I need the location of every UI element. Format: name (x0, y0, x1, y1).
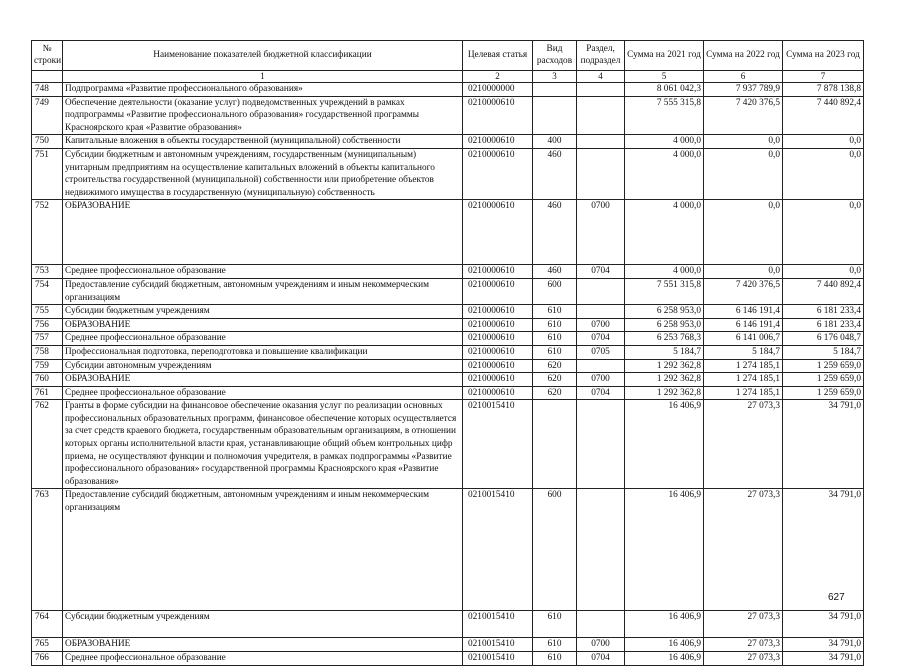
indicator-name: Гранты в форме субсидии на финансовое обеспечение оказания услуг по реализации основных профессиональных образовательных программ, финансовое обеспечение которых осуществляется за счет средств краевого бюджета, государственным образовательным организациям, в отношении которых органы исполнительной власти края, устанавливающие общий объем контрольных цифр приема, не осуществляют функции и полномочия учредителя, в рамках подпрограммы «Развитие профессионального образования» государственной программы Красноярского края «Развитие образования» (63, 400, 463, 489)
section-code: 0700 (577, 373, 625, 387)
expense-type: 460 (533, 200, 577, 265)
target-article: 0210015410 (463, 652, 533, 666)
expense-type: 400 (533, 135, 577, 149)
expense-type: 610 (533, 638, 577, 652)
table-row (32, 148, 864, 199)
header-indicator-name: Наименование показателей бюджетной классификации (63, 41, 463, 71)
sum-2023: 7 440 892,4 (783, 96, 864, 135)
target-article: 0210000610 (463, 345, 533, 359)
sum-2023: 5 184,7 (783, 345, 864, 359)
section-code (577, 278, 625, 304)
sum-2023: 6 181 233,4 (783, 305, 864, 319)
indicator-name: Среднее профессиональное образование (63, 386, 463, 400)
target-article: 0210000610 (463, 148, 533, 199)
sum-2022: 27 073,3 (704, 400, 783, 489)
target-article: 0210000610 (463, 386, 533, 400)
column-number: 2 (463, 71, 533, 83)
expense-type: 610 (533, 318, 577, 332)
sum-2022: 1 274 185,1 (704, 359, 783, 373)
sum-2023: 0,0 (783, 265, 864, 279)
expense-type (533, 83, 577, 97)
row-number: 749 (32, 96, 63, 135)
row-number: 761 (32, 386, 63, 400)
target-article: 0210015410 (463, 400, 533, 489)
sum-2023: 7 440 892,4 (783, 278, 864, 304)
sum-2021: 1 292 362,8 (625, 386, 704, 400)
row-number: 755 (32, 305, 63, 319)
target-article: 0210000610 (463, 135, 533, 149)
row-number: 748 (32, 83, 63, 97)
row-number: 752 (32, 200, 63, 265)
sum-2022: 0,0 (704, 135, 783, 149)
target-article: 0210015410 (463, 611, 533, 638)
target-article: 0210000610 (463, 278, 533, 304)
row-number: 758 (32, 345, 63, 359)
sum-2021: 4 000,0 (625, 200, 704, 265)
sum-2021: 4 000,0 (625, 135, 704, 149)
column-number-row (32, 71, 864, 83)
sum-2023: 1 259 659,0 (783, 386, 864, 400)
header-sum-2023: Сумма на 2023 год (783, 41, 864, 71)
indicator-name: ОБРАЗОВАНИЕ (63, 200, 463, 265)
expense-type: 610 (533, 611, 577, 638)
indicator-name: Подпрограмма «Развитие профессионального образования» (63, 83, 463, 97)
indicator-name: Субсидии бюджетным и автономным учреждениям, государственным (муниципальным) унитарным предприятиям на осуществление капитальных вложений в объекты капитального строительства государственной (муниципальной) собственности или приобретение объектов недвижимого имущества в государственную (муниципальную) собственность (63, 148, 463, 199)
column-number: 4 (577, 71, 625, 83)
row-number: 757 (32, 332, 63, 346)
sum-2022: 0,0 (704, 148, 783, 199)
row-number: 766 (32, 652, 63, 666)
section-code: 0704 (577, 652, 625, 666)
sum-2023: 0,0 (783, 135, 864, 149)
sum-2021: 16 406,9 (625, 652, 704, 666)
sum-2021: 4 000,0 (625, 265, 704, 279)
section-code: 0700 (577, 200, 625, 265)
section-code (577, 400, 625, 489)
sum-2022: 6 141 006,7 (704, 332, 783, 346)
table-row (32, 386, 864, 400)
section-code (577, 489, 625, 611)
table-row (32, 359, 864, 373)
indicator-name: Среднее профессиональное образование (63, 265, 463, 279)
sum-2022: 0,0 (704, 265, 783, 279)
expense-type: 620 (533, 386, 577, 400)
section-code (577, 96, 625, 135)
indicator-name: ОБРАЗОВАНИЕ (63, 318, 463, 332)
expense-type (533, 96, 577, 135)
sum-2023: 1 259 659,0 (783, 359, 864, 373)
indicator-name: Субсидии автономным учреждениям (63, 359, 463, 373)
section-code (577, 359, 625, 373)
header-section: Раздел, подраздел (577, 41, 625, 71)
header-sum-2022: Сумма на 2022 год (704, 41, 783, 71)
column-number: 6 (704, 71, 783, 83)
column-number: 7 (783, 71, 864, 83)
expense-type: 620 (533, 359, 577, 373)
target-article: 0210000610 (463, 318, 533, 332)
sum-2022: 0,0 (704, 200, 783, 265)
sum-2021: 7 551 315,8 (625, 278, 704, 304)
expense-type: 620 (533, 373, 577, 387)
target-article: 0210000610 (463, 200, 533, 265)
table-row (32, 265, 864, 279)
indicator-name: Профессиональная подготовка, переподготовка и повышение квалификации (63, 345, 463, 359)
expense-type: 610 (533, 305, 577, 319)
section-code (577, 148, 625, 199)
section-code: 0700 (577, 638, 625, 652)
expense-type (533, 400, 577, 489)
row-number: 762 (32, 400, 63, 489)
section-code (577, 83, 625, 97)
table-row (32, 278, 864, 304)
table-row (32, 345, 864, 359)
sum-2021: 4 000,0 (625, 148, 704, 199)
table-row (32, 373, 864, 387)
header-row-number: № строки (32, 41, 63, 71)
section-code: 0704 (577, 386, 625, 400)
sum-2022: 1 274 185,1 (704, 386, 783, 400)
section-code: 0704 (577, 265, 625, 279)
row-number: 756 (32, 318, 63, 332)
header-sum-2021: Сумма на 2021 год (625, 41, 704, 71)
row-number: 765 (32, 638, 63, 652)
table-row (32, 638, 864, 652)
target-article: 0210000610 (463, 265, 533, 279)
sum-2022: 7 420 376,5 (704, 278, 783, 304)
indicator-name: Предоставление субсидий бюджетным, автономным учреждениям и иным некоммерческим организациям (63, 278, 463, 304)
sum-2022: 27 073,3 (704, 638, 783, 652)
indicator-name: Капитальные вложения в объекты государственной (муниципальной) собственности (63, 135, 463, 149)
sum-2023: 6 181 233,4 (783, 318, 864, 332)
table-row (32, 318, 864, 332)
sum-2023: 34 791,0 (783, 638, 864, 652)
sum-2022: 27 073,3 (704, 489, 783, 611)
sum-2021: 1 292 362,8 (625, 359, 704, 373)
row-number: 750 (32, 135, 63, 149)
target-article: 0210000610 (463, 305, 533, 319)
sum-2022: 27 073,3 (704, 652, 783, 666)
target-article: 0210000610 (463, 359, 533, 373)
sum-2023: 34 791,0 (783, 400, 864, 489)
table-row (32, 400, 864, 489)
column-number (32, 71, 63, 83)
sum-2021: 5 184,7 (625, 345, 704, 359)
sum-2021: 16 406,9 (625, 400, 704, 489)
target-article: 0210000610 (463, 373, 533, 387)
table-row (32, 305, 864, 319)
table-row (32, 652, 864, 666)
budget-table (31, 40, 864, 666)
sum-2023: 0,0 (783, 148, 864, 199)
sum-2023: 34 791,0 (783, 652, 864, 666)
row-number: 754 (32, 278, 63, 304)
header-row (32, 41, 864, 71)
column-number: 1 (63, 71, 463, 83)
indicator-name: Субсидии бюджетным учреждениям (63, 305, 463, 319)
sum-2022: 6 146 191,4 (704, 318, 783, 332)
table-row (32, 611, 864, 638)
expense-type: 610 (533, 332, 577, 346)
sum-2021: 16 406,9 (625, 611, 704, 638)
row-number: 753 (32, 265, 63, 279)
target-article: 0210015410 (463, 638, 533, 652)
sum-2021: 16 406,9 (625, 638, 704, 652)
target-article: 0210015410 (463, 489, 533, 611)
expense-type: 610 (533, 652, 577, 666)
section-code (577, 135, 625, 149)
section-code: 0705 (577, 345, 625, 359)
column-number: 5 (625, 71, 704, 83)
row-number: 759 (32, 359, 63, 373)
sum-2022: 5 184,7 (704, 345, 783, 359)
table-row (32, 489, 864, 611)
indicator-name: Субсидии бюджетным учреждениям (63, 611, 463, 638)
target-article: 0210000610 (463, 96, 533, 135)
sum-2023: 7 878 138,8 (783, 83, 864, 97)
expense-type: 460 (533, 148, 577, 199)
sum-2023: 6 176 048,7 (783, 332, 864, 346)
sum-2021: 6 258 953,0 (625, 318, 704, 332)
row-number: 763 (32, 489, 63, 611)
sum-2022: 27 073,3 (704, 611, 783, 638)
section-code: 0704 (577, 332, 625, 346)
section-code (577, 305, 625, 319)
indicator-name: Среднее профессиональное образование (63, 332, 463, 346)
sum-2021: 7 555 315,8 (625, 96, 704, 135)
sum-2021: 6 253 768,3 (625, 332, 704, 346)
indicator-name: Обеспечение деятельности (оказание услуг) подведомственных учреждений в рамках подпрограммы «Развитие профессионального образования» государственной программы Красноярского края «Развитие образования» (63, 96, 463, 135)
table-row (32, 332, 864, 346)
sum-2022: 6 146 191,4 (704, 305, 783, 319)
sum-2022: 7 420 376,5 (704, 96, 783, 135)
sum-2023: 34 791,0 (783, 611, 864, 638)
table-row (32, 200, 864, 265)
indicator-name: ОБРАЗОВАНИЕ (63, 373, 463, 387)
budget-table-sheet (31, 40, 864, 666)
expense-type: 600 (533, 489, 577, 611)
table-body (32, 83, 864, 666)
indicator-name: Среднее профессиональное образование (63, 652, 463, 666)
sum-2021: 6 258 953,0 (625, 305, 704, 319)
row-number: 751 (32, 148, 63, 199)
expense-type: 610 (533, 345, 577, 359)
target-article: 0210000000 (463, 83, 533, 97)
header-target-article: Целевая статья (463, 41, 533, 71)
table-row (32, 96, 864, 135)
row-number: 760 (32, 373, 63, 387)
sum-2021: 8 061 042,3 (625, 83, 704, 97)
header-expense-type: Вид расходов (533, 41, 577, 71)
sum-2021: 1 292 362,8 (625, 373, 704, 387)
indicator-name: ОБРАЗОВАНИЕ (63, 638, 463, 652)
expense-type: 460 (533, 265, 577, 279)
sum-2023: 1 259 659,0 (783, 373, 864, 387)
sum-2022: 7 937 789,9 (704, 83, 783, 97)
sum-2022: 1 274 185,1 (704, 373, 783, 387)
sum-2023: 34 791,0 (783, 489, 864, 611)
target-article: 0210000610 (463, 332, 533, 346)
section-code (577, 611, 625, 638)
sum-2023: 0,0 (783, 200, 864, 265)
expense-type: 600 (533, 278, 577, 304)
column-number: 3 (533, 71, 577, 83)
table-row (32, 135, 864, 149)
table-row (32, 83, 864, 97)
indicator-name: Предоставление субсидий бюджетным, автономным учреждениям и иным некоммерческим организациям (63, 489, 463, 611)
page-number: 627 (828, 592, 845, 603)
sum-2021: 16 406,9 (625, 489, 704, 611)
section-code: 0700 (577, 318, 625, 332)
row-number: 764 (32, 611, 63, 638)
